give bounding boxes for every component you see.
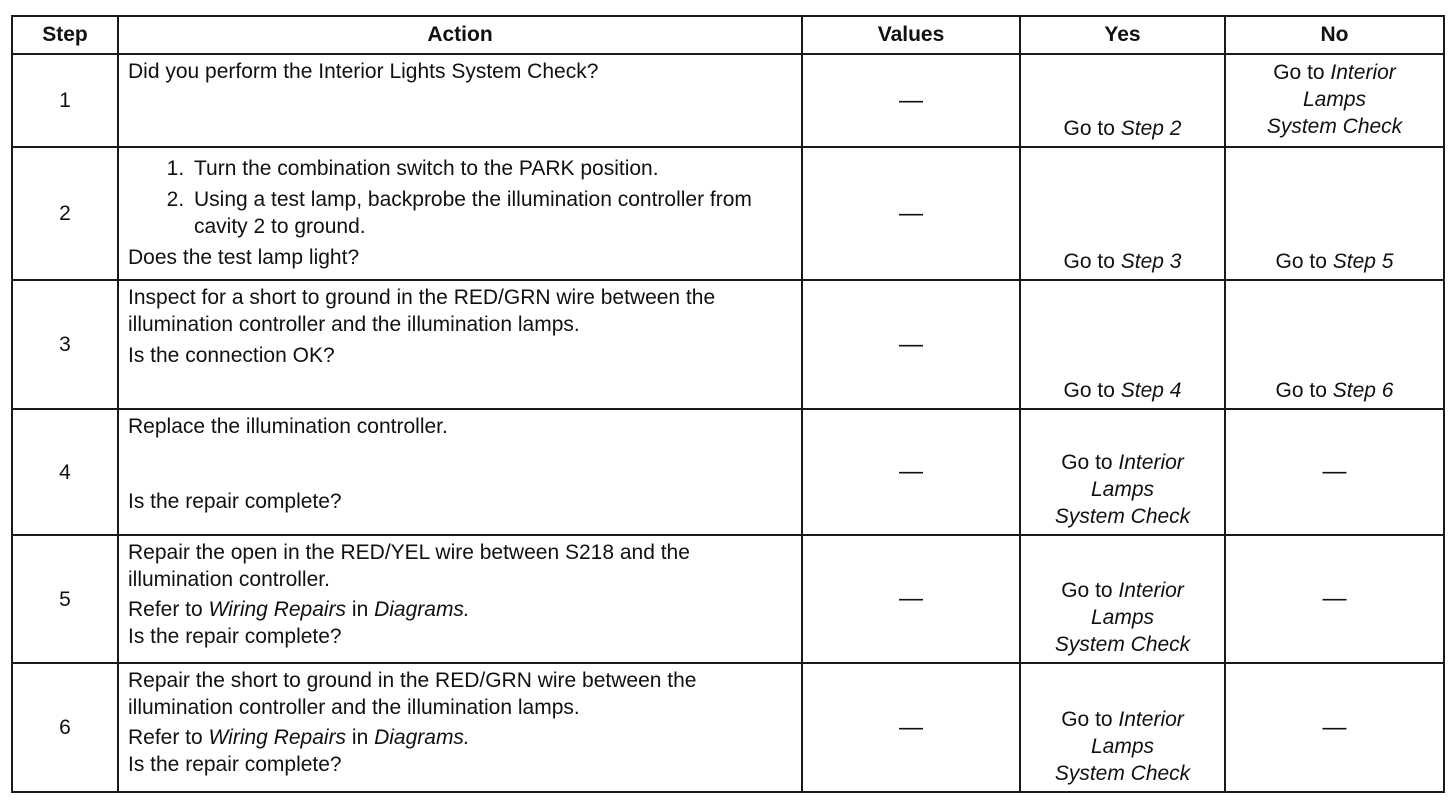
yes-target-line-3: System Check xyxy=(1054,505,1191,528)
yes-target-link[interactable]: Step 2 xyxy=(1120,117,1182,140)
yes-target-line-1: Interior xyxy=(1118,579,1184,602)
refer-line xyxy=(128,724,793,751)
action-question: Is the repair complete? xyxy=(128,753,342,776)
value-dash: — xyxy=(899,458,923,485)
no-target-link[interactable]: Step 5 xyxy=(1332,250,1394,273)
yes-cell xyxy=(1020,409,1225,535)
table-row xyxy=(12,147,1444,280)
goto-prefix: Go to xyxy=(1275,379,1333,402)
yes-cell xyxy=(1020,147,1225,280)
step-number: 3 xyxy=(12,280,118,409)
yes-cell xyxy=(1020,535,1225,663)
action-text: Inspect for a short to ground in the RED/GRN wire between the illumination controller and the illumination lamps. xyxy=(128,286,716,336)
yes-target-link[interactable] xyxy=(1021,449,1224,476)
refer-line xyxy=(128,596,793,623)
header-no: No xyxy=(1225,16,1444,54)
goto-prefix: Go to xyxy=(1063,117,1121,140)
yes-cell xyxy=(1020,54,1225,147)
action-cell xyxy=(118,147,802,280)
yes-target-link[interactable]: Step 3 xyxy=(1120,250,1182,273)
table-row xyxy=(12,535,1444,663)
goto-prefix: Go to xyxy=(1275,250,1333,273)
step-number: 4 xyxy=(12,409,118,535)
goto-prefix: Go to xyxy=(1063,250,1121,273)
action-cell xyxy=(118,663,802,792)
table-row xyxy=(12,54,1444,147)
values-cell xyxy=(802,54,1020,147)
substep-item: 2. Using a test lamp, backprobe the illumination controller from cavity 2 to ground. xyxy=(190,186,793,240)
no-target-link[interactable] xyxy=(1226,59,1443,86)
value-dash: — xyxy=(899,585,923,612)
action-cell xyxy=(118,54,802,147)
action-text: Replace the illumination controller. xyxy=(128,415,448,438)
yes-target-link[interactable]: Step 4 xyxy=(1120,379,1182,402)
value-dash: — xyxy=(899,330,923,358)
no-cell xyxy=(1225,535,1444,663)
yes-target-line-2: Lamps xyxy=(1090,478,1155,501)
header-action: Action xyxy=(118,16,802,54)
action-question: Is the connection OK? xyxy=(128,344,335,367)
value-dash: — xyxy=(899,713,923,741)
refer-mid: in xyxy=(346,598,375,621)
goto-prefix: Go to xyxy=(1273,61,1331,84)
values-cell xyxy=(802,147,1020,280)
yes-target-link[interactable] xyxy=(1021,577,1224,604)
values-cell xyxy=(802,280,1020,409)
wiring-repairs-link[interactable]: Wiring Repairs xyxy=(208,598,347,621)
yes-target-line-1: Interior xyxy=(1118,708,1184,731)
no-cell xyxy=(1225,409,1444,535)
yes-target-line-3: System Check xyxy=(1054,633,1191,656)
no-cell xyxy=(1225,280,1444,409)
no-cell xyxy=(1225,663,1444,792)
value-dash: — xyxy=(899,86,923,114)
refer-prefix: Refer to xyxy=(128,598,209,621)
values-cell xyxy=(802,409,1020,535)
yes-cell xyxy=(1020,663,1225,792)
no-target-link[interactable]: Step 6 xyxy=(1332,379,1394,402)
value-dash: — xyxy=(1322,713,1347,741)
no-cell xyxy=(1225,54,1444,147)
refer-prefix: Refer to xyxy=(128,726,209,749)
substep-item: 1. Turn the combination switch to the PARK position. xyxy=(190,155,793,182)
action-question: Is the repair complete? xyxy=(128,625,342,648)
yes-cell xyxy=(1020,280,1225,409)
no-target-line-3: System Check xyxy=(1266,115,1403,138)
goto-prefix: Go to xyxy=(1061,708,1119,731)
no-target-line-2: Lamps xyxy=(1302,88,1367,111)
step-number: 2 xyxy=(12,147,118,280)
diagrams-link[interactable]: Diagrams. xyxy=(374,726,470,749)
action-cell xyxy=(118,409,802,535)
diagrams-link[interactable]: Diagrams. xyxy=(374,598,470,621)
header-yes: Yes xyxy=(1020,16,1225,54)
goto-prefix: Go to xyxy=(1061,579,1119,602)
values-cell xyxy=(802,535,1020,663)
goto-prefix: Go to xyxy=(1061,451,1119,474)
yes-target-line-2: Lamps xyxy=(1090,735,1155,758)
action-question: Is the repair complete? xyxy=(128,490,342,513)
table-row xyxy=(12,280,1444,409)
yes-target-line-3: System Check xyxy=(1054,762,1191,785)
value-dash: — xyxy=(899,199,923,227)
header-step: Step xyxy=(12,16,118,54)
table-row xyxy=(12,409,1444,535)
wiring-repairs-link[interactable]: Wiring Repairs xyxy=(208,726,347,749)
action-text: Repair the short to ground in the RED/GRN wire between the illumination controller and the illumination lamps. xyxy=(128,669,697,719)
yes-target-line-2: Lamps xyxy=(1090,606,1155,629)
action-question: Does the test lamp light? xyxy=(128,246,360,269)
header-row xyxy=(12,16,1444,54)
yes-target-link[interactable] xyxy=(1021,706,1224,733)
table-row xyxy=(12,663,1444,792)
action-text: Repair the open in the RED/YEL wire between S218 and the illumination controller. xyxy=(128,541,690,591)
step-number: 5 xyxy=(12,535,118,663)
no-cell xyxy=(1225,147,1444,280)
step-number: 1 xyxy=(12,54,118,147)
value-dash: — xyxy=(1322,458,1347,485)
values-cell xyxy=(802,663,1020,792)
goto-prefix: Go to xyxy=(1063,379,1121,402)
action-cell xyxy=(118,280,802,409)
step-number: 6 xyxy=(12,663,118,792)
value-dash: — xyxy=(1322,585,1347,612)
substep-list xyxy=(128,155,793,240)
refer-mid: in xyxy=(346,726,375,749)
yes-target-line-1: Interior xyxy=(1118,451,1184,474)
action-cell xyxy=(118,535,802,663)
no-target-line-1: Interior xyxy=(1330,61,1396,84)
header-values: Values xyxy=(802,16,1020,54)
action-question: Did you perform the Interior Lights System Check? xyxy=(128,60,599,83)
diagnostic-table xyxy=(11,15,1445,793)
